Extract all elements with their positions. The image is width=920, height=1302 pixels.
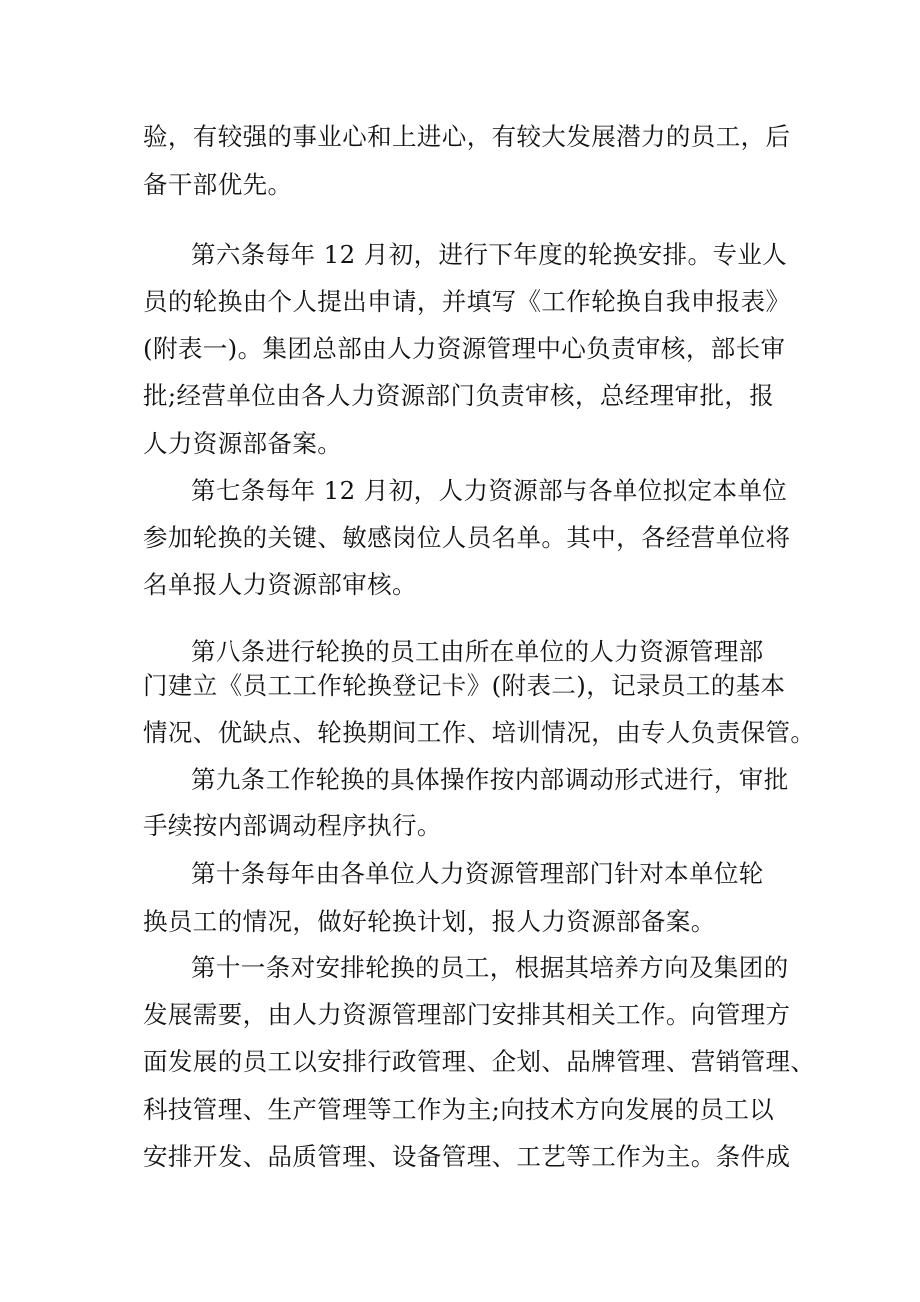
text-line: 备干部优先。: [143, 170, 293, 199]
text-line: 第八条进行轮换的员工由所在单位的人力资源管理部: [191, 637, 764, 666]
text-line: 批;经营单位由各人力资源部门负责审核，总经理审批，报: [143, 381, 775, 410]
text-line: 第七条每年 12 月初，人力资源部与各单位拟定本单位: [191, 476, 788, 505]
text-line: 情况、优缺点、轮换期间工作、培训情况，由专人负责保管。: [143, 718, 816, 747]
text-line: 人力资源部备案。: [143, 429, 343, 458]
text-line: 员的轮换由个人提出申请，并填写《工作轮换自我申报表》: [143, 287, 791, 316]
text-line: (附表一)。集团总部由人力资源管理中心负责审核，部长审: [143, 334, 786, 363]
text-line: 面发展的员工以安排行政管理、企划、品牌管理、营销管理、: [143, 1047, 816, 1076]
text-line: 发展需要，由人力资源管理部门安排其相关工作。向管理方: [143, 1000, 791, 1029]
text-line: 参加轮换的关键、敏感岗位人员名单。其中，各经营单位将: [143, 523, 791, 552]
text-line: 换员工的情况，做好轮换计划，报人力资源部备案。: [143, 907, 716, 936]
text-line: 第六条每年 12 月初，进行下年度的轮换安排。专业人: [191, 240, 788, 269]
text-line: 名单报人力资源部审核。: [143, 570, 417, 599]
text-line: 第十一条对安排轮换的员工，根据其培养方向及集团的: [191, 953, 789, 982]
text-line: 手续按内部调动程序执行。: [143, 811, 442, 840]
text-line: 验，有较强的事业心和上进心，有较大发展潜力的员工，后: [143, 122, 791, 151]
text-line: 第九条工作轮换的具体操作按内部调动形式进行，审批: [191, 765, 789, 794]
text-line: 门建立《员工工作轮换登记卡》(附表二)，记录员工的基本: [143, 671, 786, 700]
text-line: 科技管理、生产管理等工作为主;向技术方向发展的员工以: [143, 1095, 775, 1124]
text-line: 安排开发、品质管理、设备管理、工艺等工作为主。条件成: [143, 1142, 791, 1171]
text-line: 第十条每年由各单位人力资源管理部门针对本单位轮: [191, 859, 764, 888]
